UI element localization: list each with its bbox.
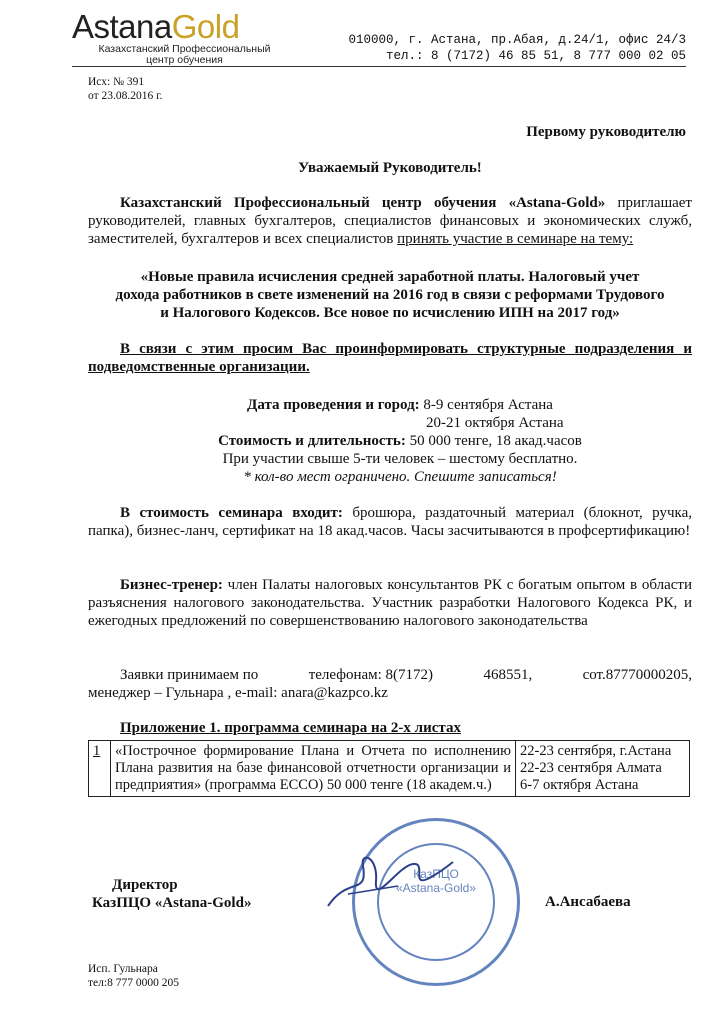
date-line bbox=[200, 396, 600, 414]
signatory-name: А.Ансабаева bbox=[545, 894, 631, 910]
intro-paragraph bbox=[88, 194, 692, 248]
contacts-line-1 bbox=[88, 666, 692, 684]
cost-line bbox=[200, 432, 600, 450]
stamp-line-1: КазПЦО bbox=[413, 867, 459, 881]
signatory-org: КазПЦО «Astana-Gold» bbox=[92, 895, 252, 911]
logo-word-astana: Astana bbox=[72, 8, 172, 45]
logo-subtitle-2: центр обучения bbox=[146, 54, 223, 66]
row-number bbox=[89, 741, 111, 797]
program-description: «Построчное формирование Плана и Отчета по исполнению Плана развития на базе финансовой отчетности организации и предприятия» (программа ЕССО) 50 000 тенге (18 академ.ч.) bbox=[111, 741, 516, 797]
contacts-phone-label: телефонам: 8(7172) bbox=[308, 667, 434, 683]
topic-line-1: «Новые правила исчисления средней заработной платы. Налоговый учет bbox=[140, 269, 640, 285]
intro-invite: принять участие в семинаре на тему: bbox=[397, 231, 634, 247]
intro-org-name: Казахстанский Профессиональный центр обучения «Astana-Gold» bbox=[120, 195, 606, 211]
request-paragraph: В связи с этим просим Вас проинформировать структурные подразделения и подведомственные организации. bbox=[88, 341, 692, 375]
executor-block bbox=[88, 962, 179, 990]
topic-line-3: и Налогового Кодексов. Все новое по исчислению ИПН на 2017 год» bbox=[160, 305, 620, 321]
trainer-paragraph bbox=[88, 576, 692, 630]
cost-label: Стоимость и длительность: bbox=[218, 433, 406, 449]
logo-wordmark bbox=[72, 10, 287, 44]
row-number-text: 1 bbox=[93, 743, 101, 759]
phone-line: тел.: 8 (7172) 46 85 51, 8 777 000 02 05 bbox=[385, 49, 686, 63]
director-title: Директор bbox=[112, 877, 178, 893]
date-label: Дата проведения и город: bbox=[247, 397, 420, 413]
contacts-text-a: Заявки принимаем по bbox=[120, 667, 259, 683]
reference-number: Исх: № 391 bbox=[88, 76, 145, 88]
executor-phone: тел:8 777 0000 205 bbox=[88, 977, 179, 989]
signatory-title-block bbox=[92, 876, 252, 912]
addressee: Первому руководителю bbox=[526, 124, 686, 140]
trainer-label: Бизнес-тренер: bbox=[120, 577, 223, 593]
stamp-line-2: «Astana-Gold» bbox=[395, 881, 477, 895]
greeting: Уважаемый Руководитель! bbox=[298, 160, 482, 176]
address-line: 010000, г. Астана, пр.Абая, д.24/1, офис 24/3 bbox=[348, 33, 686, 47]
topic-line-2: дохода работников в свете изменений на 2016 год в связи с реформами Трудового bbox=[115, 287, 665, 303]
contacts-phone: 468551, bbox=[483, 667, 533, 683]
contacts-mobile: сот.87770000205, bbox=[582, 667, 692, 683]
date-value-2: 20-21 октября Астана bbox=[426, 415, 564, 431]
contacts-line-2: менеджер – Гульнара , e-mail: anara@kazpco.kz bbox=[88, 685, 388, 701]
cost-value: 50 000 тенге, 18 акад.часов bbox=[405, 433, 582, 449]
executor-name: Исп. Гульнара bbox=[88, 963, 158, 975]
program-table bbox=[88, 740, 690, 797]
letterhead-contacts bbox=[346, 32, 686, 64]
logo-subtitle-1: Казахстанский Профессиональный bbox=[98, 43, 271, 55]
contacts-paragraph bbox=[88, 666, 692, 702]
limited-seats-note: * кол-во мест ограничено. Спешите записаться! bbox=[243, 469, 557, 485]
seminar-details bbox=[200, 396, 600, 486]
program-date-2: 22-23 сентября Алмата bbox=[520, 760, 662, 776]
outgoing-reference bbox=[88, 75, 162, 103]
seminar-topic bbox=[88, 268, 692, 322]
intro-text: приглашает руководителей, главных бухгалтеров, специалистов финансовых и экономических служб, заместителей, бухгалтеров и всех специалистов bbox=[88, 195, 692, 247]
includes-text: брошюра, раздаточный материал (блокнот, ручка, папка), бизнес-ланч, сертификат на 18 акад.часов. Часы засчитываются в профсертификацию! bbox=[88, 505, 692, 539]
reference-date: от 23.08.2016 г. bbox=[88, 90, 163, 102]
table-row bbox=[89, 741, 690, 797]
includes-paragraph bbox=[88, 504, 692, 540]
director-signature bbox=[318, 836, 458, 926]
free-participant-note: При участии свыше 5-ти человек – шестому бесплатно. bbox=[222, 451, 578, 467]
program-date-1: 22-23 сентября, г.Астана bbox=[520, 743, 672, 759]
trainer-text: член Палаты налоговых консультантов РК с богатым опытом в области разъяснения налогового законодательства. Участник разработки Налогового Кодекса РК, и ежегодных предложений по совершенствованию налогового законодательства bbox=[88, 577, 692, 629]
header-divider bbox=[72, 66, 686, 67]
logo-word-gold: Gold bbox=[171, 8, 240, 45]
appendix-title: Приложение 1. программа семинара на 2-х листах bbox=[120, 720, 461, 736]
program-dates bbox=[516, 741, 690, 797]
date-value-1: 8-9 сентября Астана bbox=[419, 397, 553, 413]
company-logo bbox=[72, 10, 287, 68]
includes-label: В стоимость семинара входит: bbox=[120, 505, 343, 521]
program-date-3: 6-7 октября Астана bbox=[520, 777, 639, 793]
